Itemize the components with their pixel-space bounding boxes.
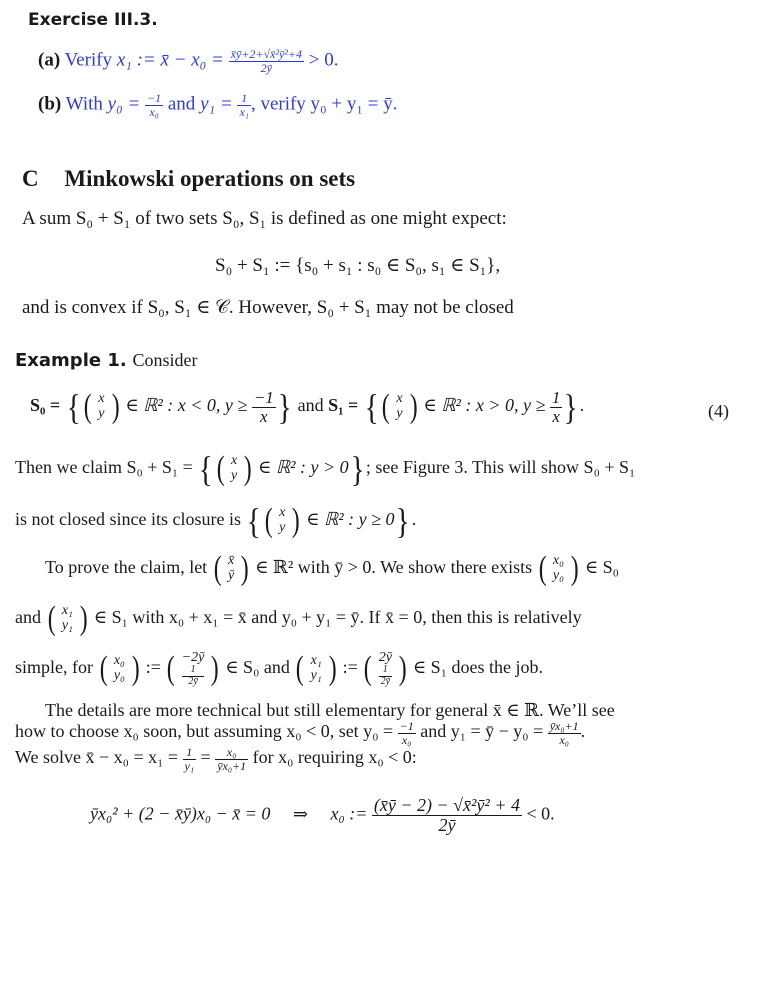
implies-arrow: ⇒ bbox=[292, 803, 309, 824]
left-paren: ( bbox=[264, 502, 273, 539]
s0-vec-y: y bbox=[98, 406, 105, 421]
solve-f2-num: x₀ bbox=[215, 746, 248, 760]
s0-vector bbox=[93, 392, 109, 421]
s1-fraction bbox=[550, 389, 563, 426]
example-label: Example 1. bbox=[15, 350, 127, 371]
proof-line bbox=[45, 550, 619, 588]
simple-vector-0 bbox=[109, 654, 130, 683]
section-letter: C bbox=[22, 166, 39, 191]
proof-y0: y₀ bbox=[552, 568, 565, 583]
simple-y0: y₀ bbox=[113, 668, 125, 683]
proof-x0: x₀ bbox=[552, 553, 565, 569]
left-brace: { bbox=[199, 449, 213, 489]
proof-vector-bar bbox=[223, 554, 239, 583]
right-paren: ) bbox=[111, 388, 120, 425]
choose-end: . bbox=[580, 721, 586, 742]
left-brace: { bbox=[66, 387, 81, 427]
choose-y1-num: ȳx₀+1 bbox=[549, 719, 579, 733]
left-paren: ( bbox=[167, 650, 176, 687]
solve-line bbox=[15, 746, 417, 772]
simple-value-vector-0 bbox=[177, 651, 210, 688]
choose-line bbox=[15, 720, 585, 746]
claim-line bbox=[15, 448, 635, 490]
s1-frac-den: x bbox=[552, 406, 560, 426]
left-brace: { bbox=[247, 501, 262, 541]
choose-y0-num: −1 bbox=[399, 719, 414, 733]
simple-x0: x₀ bbox=[113, 653, 125, 669]
simple-prefix: simple, for bbox=[15, 657, 93, 678]
part-b-y1: y₁ = bbox=[200, 93, 233, 115]
proof-ybar: ȳ bbox=[228, 568, 235, 583]
value-2y: 2ȳ bbox=[378, 649, 392, 665]
part-a-numerator: x̄ȳ+2+√x̄²ȳ²+4 bbox=[230, 47, 303, 61]
final-den: 2ȳ bbox=[438, 814, 456, 835]
s1-vector bbox=[391, 392, 407, 421]
s1-vec-x: x bbox=[396, 391, 403, 407]
closure-vec-x: x bbox=[279, 505, 286, 521]
choose-y0-fraction bbox=[398, 720, 416, 746]
solve-f1-den: y₁ bbox=[184, 758, 195, 773]
convex-line: and is convex if S₀, S₁ ∈ 𝒞. However, S₀ + S₁ may not be closed bbox=[22, 297, 514, 318]
s1-vec-y: y bbox=[396, 406, 403, 421]
right-paren: ) bbox=[398, 650, 407, 687]
and-line bbox=[15, 600, 582, 638]
section-title: Minkowski operations on sets bbox=[64, 166, 356, 191]
right-paren: ) bbox=[211, 650, 220, 687]
left-paren: ( bbox=[363, 650, 372, 687]
claim-condition: ∈ ℝ² : y > 0 bbox=[258, 457, 349, 478]
value-frac-1-num: 1 bbox=[379, 665, 392, 677]
exercise-title: Exercise III.3. bbox=[28, 10, 158, 30]
assign-symbol: := bbox=[145, 657, 161, 678]
solve-fraction-1 bbox=[183, 746, 197, 772]
part-a-lhs: x₁ := x̄ − x₀ = bbox=[116, 49, 224, 71]
left-paren: ( bbox=[99, 650, 108, 687]
claim-prefix: Then we claim S₀ + S₁ = bbox=[15, 457, 193, 478]
choose-y1-den: x₀ bbox=[559, 732, 569, 747]
left-paren: ( bbox=[83, 388, 92, 425]
simple-value-vector-1 bbox=[374, 651, 397, 688]
right-brace: } bbox=[396, 501, 411, 541]
final-fraction bbox=[372, 796, 522, 835]
part-a-label: (a) bbox=[38, 49, 61, 71]
assign-symbol: := bbox=[342, 657, 358, 678]
proof-vector-0 bbox=[548, 554, 569, 583]
value-frac-1-den: 2ȳ bbox=[380, 675, 391, 687]
minkowski-sum-equation: S₀ + S₁ := {s₀ + s₁ : s₀ ∈ S₀, s₁ ∈ S₁}, bbox=[215, 255, 501, 276]
proof-middle: ∈ ℝ² with ȳ > 0. We show there exists bbox=[255, 557, 533, 578]
details-line: The details are more technical but still elementary for general x̄ ∈ ℝ. We’ll see bbox=[45, 700, 615, 720]
part-b-y1-fraction bbox=[237, 92, 251, 118]
value-neg2y: −2ȳ bbox=[181, 649, 205, 665]
and-line-vector bbox=[57, 604, 78, 633]
s0-fraction bbox=[252, 389, 276, 426]
value-frac-0-num: 1 bbox=[182, 665, 205, 677]
simple-vector-1 bbox=[306, 654, 327, 683]
and-line-y1: y₁ bbox=[61, 618, 73, 633]
example-header bbox=[15, 350, 197, 371]
part-b-label: (b) bbox=[38, 93, 62, 115]
claim-vector bbox=[226, 454, 242, 483]
closure-vec-y: y bbox=[279, 520, 286, 535]
final-rhs: < 0. bbox=[526, 803, 555, 824]
proof-xbar: x̄ bbox=[228, 553, 235, 569]
right-paren: ) bbox=[291, 502, 300, 539]
s0-vec-x: x bbox=[98, 391, 105, 407]
right-paren: ) bbox=[79, 600, 88, 637]
left-paren: ( bbox=[538, 550, 547, 587]
left-paren: ( bbox=[47, 600, 56, 637]
closure-condition: ∈ ℝ² : y ≥ 0 bbox=[306, 509, 395, 530]
quadratic-equation bbox=[90, 796, 555, 835]
left-paren: ( bbox=[213, 550, 222, 587]
proof-end: ∈ S₀ bbox=[584, 557, 619, 578]
right-paren: ) bbox=[570, 550, 579, 587]
solve-f1-num: 1 bbox=[183, 746, 197, 760]
part-b-with: With bbox=[65, 93, 103, 115]
example-consider: Consider bbox=[132, 350, 198, 370]
choose-y1-fraction bbox=[548, 720, 581, 746]
right-brace: } bbox=[277, 387, 292, 427]
choose-middle: and y₁ = ȳ − y₀ = bbox=[420, 721, 544, 742]
right-paren: ) bbox=[243, 450, 252, 487]
part-b-and: and bbox=[167, 93, 196, 115]
solve-prefix: We solve x̄ − x₀ = x₁ = bbox=[15, 747, 179, 768]
part-b-y0-den: x₀ bbox=[149, 104, 159, 119]
final-num: (x̄ȳ − 2) − √x̄²ȳ² + 4 bbox=[373, 795, 520, 815]
part-a-verify: Verify bbox=[64, 49, 113, 71]
left-brace: { bbox=[364, 387, 379, 427]
proof-prefix: To prove the claim, let bbox=[45, 557, 208, 578]
s0-frac-num: −1 bbox=[253, 387, 274, 407]
solve-fraction-2 bbox=[215, 746, 248, 772]
part-a-fraction bbox=[229, 48, 304, 74]
closure-vector bbox=[274, 506, 290, 535]
and-line-x1: x₁ bbox=[61, 603, 73, 619]
set-definitions-equation: S₀ = { ( x y ) ∈ ℝ² : x < 0, y ≥ $\frac{-1}{x}$ } and S₁ = { ( x y ) ∈ ℝ² : x > 0, y ≥ $\frac{1}{x}$ }. bbox=[30, 387, 585, 427]
part-b-y0-num: −1 bbox=[147, 91, 162, 105]
solve-f2-den: ȳx₀+1 bbox=[217, 758, 247, 773]
simple-x1: x₁ bbox=[310, 653, 322, 669]
right-paren: ) bbox=[409, 388, 418, 425]
solve-suffix: for x₀ requiring x₀ < 0: bbox=[252, 747, 417, 768]
does-job: ∈ S₁ does the job. bbox=[412, 657, 543, 678]
right-paren: ) bbox=[131, 650, 140, 687]
closure-prefix: is not closed since its closure is bbox=[15, 509, 241, 530]
equation-number: (4) bbox=[708, 401, 729, 421]
section-intro: A sum S₀ + S₁ of two sets S₀, S₁ is defined as one might expect: bbox=[22, 208, 507, 229]
closure-line: is not closed since its closure is { ( x y ) ∈ ℝ² : y ≥ 0}. bbox=[15, 501, 417, 541]
final-x0: x₀ := bbox=[330, 803, 368, 824]
right-paren: ) bbox=[328, 650, 337, 687]
part-b-y0-fraction bbox=[145, 92, 163, 118]
part-b-y1-num: 1 bbox=[237, 92, 251, 106]
s0-frac-den: x bbox=[260, 406, 268, 426]
s1-frac-num: 1 bbox=[551, 387, 561, 407]
right-brace: } bbox=[564, 387, 578, 427]
and-line-prefix: and bbox=[15, 607, 41, 628]
s1-condition: ∈ ℝ² : x > 0, y ≥ bbox=[423, 395, 546, 416]
exercise-part-b bbox=[38, 92, 397, 118]
choose-y0-den: x₀ bbox=[401, 732, 412, 747]
part-a-denominator: 2ȳ bbox=[260, 60, 272, 75]
right-brace: } bbox=[350, 449, 365, 489]
quadratic-lhs: ȳx₀² + (2 − x̄ȳ)x₀ − x̄ = 0 bbox=[90, 803, 271, 824]
s0-lhs: S₀ = bbox=[30, 395, 61, 416]
and-word: and bbox=[297, 395, 324, 416]
claim-vec-x: x bbox=[230, 453, 238, 469]
simple-y1: y₁ bbox=[310, 668, 322, 683]
simple-line bbox=[15, 650, 543, 688]
claim-vec-y: y bbox=[230, 468, 238, 483]
s1-lhs: S₁ = bbox=[328, 395, 359, 416]
claim-suffix: ; see Figure 3. This will show S₀ + S₁ bbox=[365, 457, 636, 478]
part-b-y1-den: x₁ bbox=[239, 104, 249, 119]
exercise-part-a bbox=[38, 48, 338, 74]
value-frac-1 bbox=[379, 665, 392, 687]
left-paren: ( bbox=[296, 650, 304, 687]
choose-prefix: how to choose x₀ soon, but assuming x₀ < 0, set y₀ = bbox=[15, 721, 394, 742]
right-paren: ) bbox=[240, 550, 249, 587]
part-b-verify: , verify y₀ + y₁ = ȳ. bbox=[250, 93, 398, 115]
and-line-suffix: ∈ S₁ with x₀ + x₁ = x̄ and y₀ + y₁ = ȳ. If x̄ = 0, then this is relatively bbox=[93, 607, 582, 628]
solve-equals: = bbox=[200, 747, 211, 768]
section-heading bbox=[22, 166, 355, 192]
part-b-y0: y₀ = bbox=[107, 93, 141, 115]
s0-condition: ∈ ℝ² : x < 0, y ≥ bbox=[125, 395, 248, 416]
left-paren: ( bbox=[216, 450, 225, 487]
value-frac-0-den: 2ȳ bbox=[188, 675, 198, 687]
in-s0-and: ∈ S₀ and bbox=[225, 657, 290, 678]
value-frac-0 bbox=[182, 665, 205, 687]
left-paren: ( bbox=[381, 388, 390, 425]
part-a-rhs: > 0. bbox=[308, 49, 339, 71]
